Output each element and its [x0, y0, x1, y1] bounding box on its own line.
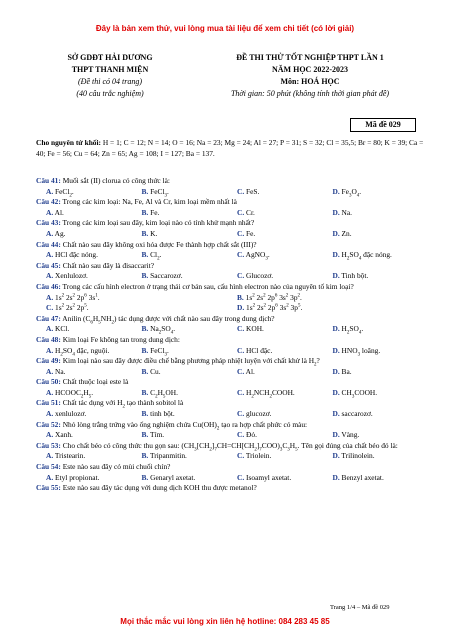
header-right	[200, 52, 420, 100]
question: Câu 45: Chất nào sau đây là đisaccarit?	[36, 260, 155, 270]
department-name: SỞ GDĐT HẢI DƯƠNG	[67, 53, 153, 62]
options: A. HCl đặc nóng. B. $Cl_2$. C. AgNO$_3$. D. $H_2SO_4$ đặc nóng.	[46, 250, 392, 262]
options: A. Ag. B. K. C. Fe. D. Zn.	[46, 228, 352, 238]
options: A. Xenlulozơ. B. Saccarozơ. C. Glucozơ. D. Tinh bột.	[46, 271, 369, 281]
options: A. $1s^2$ $2s^2$ $2p^6$ $3s^1$. B. $1s^2$ $2s^2$ $2p^6$ $3s^2$ $3p^2$. C. $1s^2$ $2s^2$ $2p^5$. D. $1s^2$ $2s^2$ $2p^6$ $3s^2$ $3p^5$.	[46, 292, 303, 313]
header-left	[40, 52, 180, 100]
hotline-banner: Mọi thắc mắc vui lòng xin liên hệ hotline: 084 283 45 85	[120, 617, 330, 626]
options: A. $H_2SO_4$ đặc, nguội. B. FeCl$_3$. C. HCl đặc. D. $HNO_3$ loãng.	[46, 345, 381, 357]
options: A. Na. B. Cu. C. Al. D. Ba.	[46, 366, 352, 376]
exam-code-box: Mã đề 029	[350, 118, 416, 132]
atomic-masses-label: Cho nguyên tử khối:	[36, 138, 102, 147]
options: A. $HCOOC_2H_5$. B. $C_2H_5OH$. C. $H_2NCH_2COOH$. D. $CH_3COOH$.	[46, 387, 378, 400]
question-list	[36, 176, 428, 494]
question: Câu 51: Chất tác dụng với $H_2$ tạo thành sobitol là	[36, 398, 184, 410]
question-count-note: (40 câu trắc nghiệm)	[76, 89, 144, 98]
time-limit: Thời gian: 50 phút (không tính thời gian phát đề)	[230, 89, 390, 98]
question: Câu 53: Cho chất béo có công thức thu gọn sau: $(CH_3[CH_2]_7CH=CH[CH_2]_7COO)_3C_3H_5$. Tên gọi đúng của chất béo đó là:	[36, 440, 398, 453]
question: Câu 47: Anilin $(C_6H_5NH_2)$ tác dụng được với chất nào sau đây trong dung dịch?	[36, 313, 275, 326]
question: Câu 44: Chất nào sau đây không oxi hóa được Fe thành hợp chất sắt (III)?	[36, 239, 257, 249]
options: A. FeCl$_2$. B. FeCl$_3$. C. FeS. D. $Fe_3O_4$.	[46, 186, 362, 199]
options: A. Xanh. B. Tím. C. Đỏ. D. Vàng.	[46, 430, 360, 440]
question: Câu 49: Kim loại nào sau đây được điều chế bằng phương pháp nhiệt luyện với chất khử là $H_2$?	[36, 356, 320, 368]
options: A. Al. B. Fe. C. Cr. D. Na.	[46, 207, 353, 217]
options: A. KCl. B. $Na_2SO_4$. C. KOH. D. $H_2SO_4$.	[46, 324, 364, 336]
subject: Môn: HOÁ HỌC	[280, 77, 340, 86]
school-year: NĂM HỌC 2022-2023	[272, 65, 348, 74]
options: A. Tristearin. B. Tripanmitin. C. Triolein. D. Trilinolein.	[46, 451, 375, 461]
question: Câu 43: Trong các kim loại sau đây, kim loại nào có tính khử mạnh nhất?	[36, 218, 255, 228]
question: Câu 55: Este nào sau đây tác dụng với dung dịch KOH thu được metanol?	[36, 483, 257, 493]
question: Câu 48: Kim loại Fe không tan trong dung dịch:	[36, 334, 180, 344]
options: A. xenlulozơ. B. tinh bột. C. glucozơ. D. saccarozơ.	[46, 409, 373, 419]
page-count-note: (Đề thi có 04 trang)	[78, 77, 142, 86]
options: A. Etyl propionat. B. Genaryl axetat. C. Isoamyl axetat. D. Benzyl axetat.	[46, 472, 384, 482]
preview-banner: Đây là bản xem thử, vui lòng mua tài liệu để xem chi tiết (có lời giải)	[95, 24, 355, 33]
page-footer: Trang 1/4 – Mã đề 029	[330, 604, 390, 611]
exam-title: ĐỀ THI THỬ TỐT NGHIỆP THPT LẦN 1	[236, 53, 384, 62]
question: Câu 46: Trong các cấu hình electron ở trạng thái cơ bản sau, cấu hình electron nào của nguyên tố kim loại?	[36, 281, 354, 291]
school-name: THPT THANH MIỆN	[71, 65, 149, 74]
question: Câu 54: Este nào sau đây có mùi chuối chín?	[36, 462, 171, 472]
atomic-masses	[36, 138, 428, 159]
question: Câu 52: Nhỏ lòng trắng trứng vào ống nghiệm chứa $Cu(OH)_2$ tạo ra hợp chất phức có màu:	[36, 419, 308, 432]
atomic-masses-values: H = 1; C = 12; N = 14; O = 16; Na = 23; Mg = 24; Al = 27; P = 31; S = 32; Cl = 35,5; Br = 80; K = 39; Ca = 40; Fe = 56; Cu = 64; Zn = 65; Ag = 108; I = 127; Ba = 137.	[36, 138, 424, 158]
question: Câu 42: Trong các kim loại: Na, Fe, Al và Cr, kim loại mềm nhất là	[36, 197, 237, 207]
question: Câu 41: Muối sắt (II) clorua có công thức là:	[36, 176, 170, 185]
question: Câu 50: Chất thuộc loại este là	[36, 377, 129, 387]
